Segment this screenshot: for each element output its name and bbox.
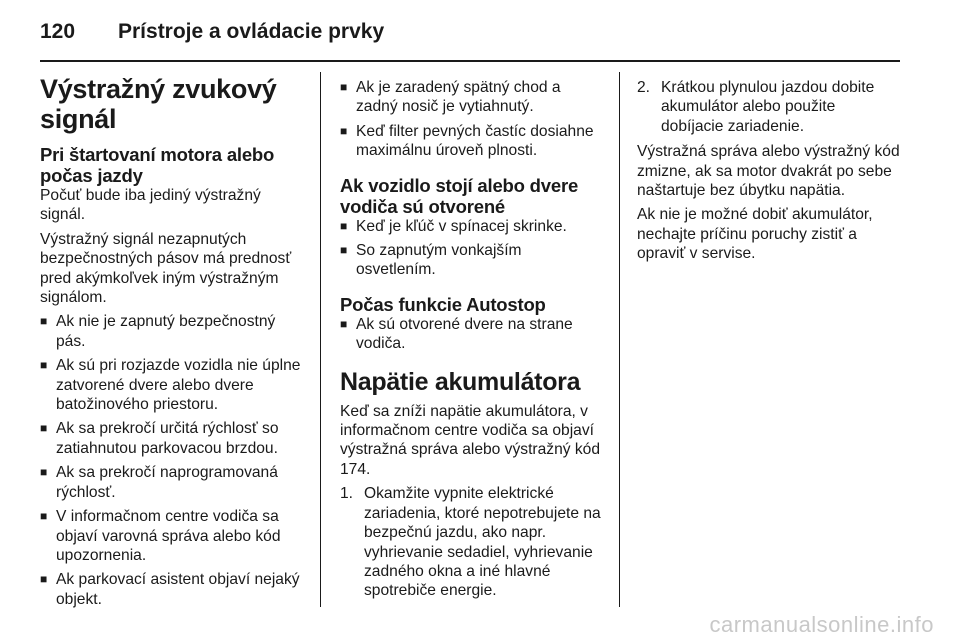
bullet-list-stationary — [340, 217, 605, 280]
list-item: ■ Ak sú otvorené dvere na strane vodiča. — [340, 315, 605, 354]
list-item — [340, 484, 605, 600]
list-item: ■ Ak nie je zapnutý bezpečnostný pás. — [40, 312, 308, 351]
subheading-vehicle-stationary: Ak vozidlo stojí alebo dvere vodiča sú otvorené — [340, 174, 579, 217]
column-3 — [637, 70, 900, 269]
column-2 — [340, 70, 605, 607]
paragraph-service: Ak nie je možné dobiť akumulátor, nechajte príčinu poruchy zistiť a opraviť v servise. — [637, 206, 873, 263]
numbered-list-steps — [340, 484, 605, 600]
paragraph-seatbelt-priority: Výstražný signál nezapnutých bezpečnostných pásov má prednosť pred akýmkoľvek iným výstražným signálom. — [40, 230, 292, 307]
page-number: 120 — [40, 20, 76, 43]
list-item: ■ Ak sú pri rozjazde vozidla nie úplne zatvorené dvere alebo dvere batožinového priestoru. — [40, 356, 308, 414]
column-divider-1 — [320, 72, 321, 607]
list-item: ■ Ak sa prekročí určitá rýchlosť so zatiahnutou parkovacou brzdou. — [40, 419, 308, 458]
column-1 — [40, 70, 308, 615]
list-item: ■ Keď filter pevných častíc dosiahne maximálnu úroveň plnosti. — [340, 122, 605, 161]
paragraph-battery-low: Keď sa zníži napätie akumulátora, v informačnom centre vodiča sa objaví výstražná správa alebo výstražný kód 174. — [340, 402, 601, 478]
step-text: Krátkou plynulou jazdou dobite akumulátor alebo použite dobíjacie zariadenie. — [661, 79, 875, 135]
step-text: Okamžite vypnite elektrické zariadenia, ktoré nepotrebujete na bezpečnú jazdu, ako napr. vyhrievanie sedadiel, vyhrievanie zadného okna a iné hlavné spotrebiče energie. — [364, 485, 601, 600]
watermark: carmanualsonline.info — [709, 612, 934, 637]
list-item: ■ Keď je kľúč v spínacej skrinke. — [340, 217, 605, 236]
step-number: 2. — [637, 79, 651, 96]
column-divider-2 — [619, 72, 620, 607]
section-heading-warning-chimes: Výstražný zvukový signál — [40, 74, 277, 134]
list-item: ■ Ak je zaradený spätný chod a zadný nosič je vytiahnutý. — [340, 78, 605, 117]
step-number: 1. — [340, 485, 354, 503]
list-item: ■ Ak sa prekročí naprogramovaná rýchlosť. — [40, 463, 308, 502]
bullet-list-autostop — [340, 315, 605, 354]
list-item: ■ V informačnom centre vodiča sa objaví varovná správa alebo kód upozornenia. — [40, 507, 308, 565]
numbered-list-steps-continued — [637, 78, 900, 136]
subheading-starting-driving: Pri štartovaní motora alebo počas jazdy — [40, 144, 275, 186]
section-heading-battery-voltage: Napätie akumulátora — [340, 367, 581, 396]
bullet-list-continued — [340, 78, 605, 161]
page-header — [40, 14, 900, 54]
header-divider — [40, 60, 900, 62]
paragraph-single-chime: Počuť bude iba jediný výstražný signál. — [40, 187, 261, 224]
list-item — [637, 78, 900, 136]
bullet-list-conditions — [40, 312, 308, 609]
subheading-autostop: Počas funkcie Autostop — [340, 293, 546, 315]
list-item: ■ Ak parkovací asistent objaví nejaký objekt. — [40, 570, 308, 609]
chapter-title: Prístroje a ovládacie prvky — [118, 20, 385, 43]
paragraph-message-disappears: Výstražná správa alebo výstražný kód zmizne, ak sa motor dvakrát po sebe naštartuje bez úbytku napätia. — [637, 143, 900, 200]
list-item: ■ So zapnutým vonkajším osvetlením. — [340, 241, 605, 280]
